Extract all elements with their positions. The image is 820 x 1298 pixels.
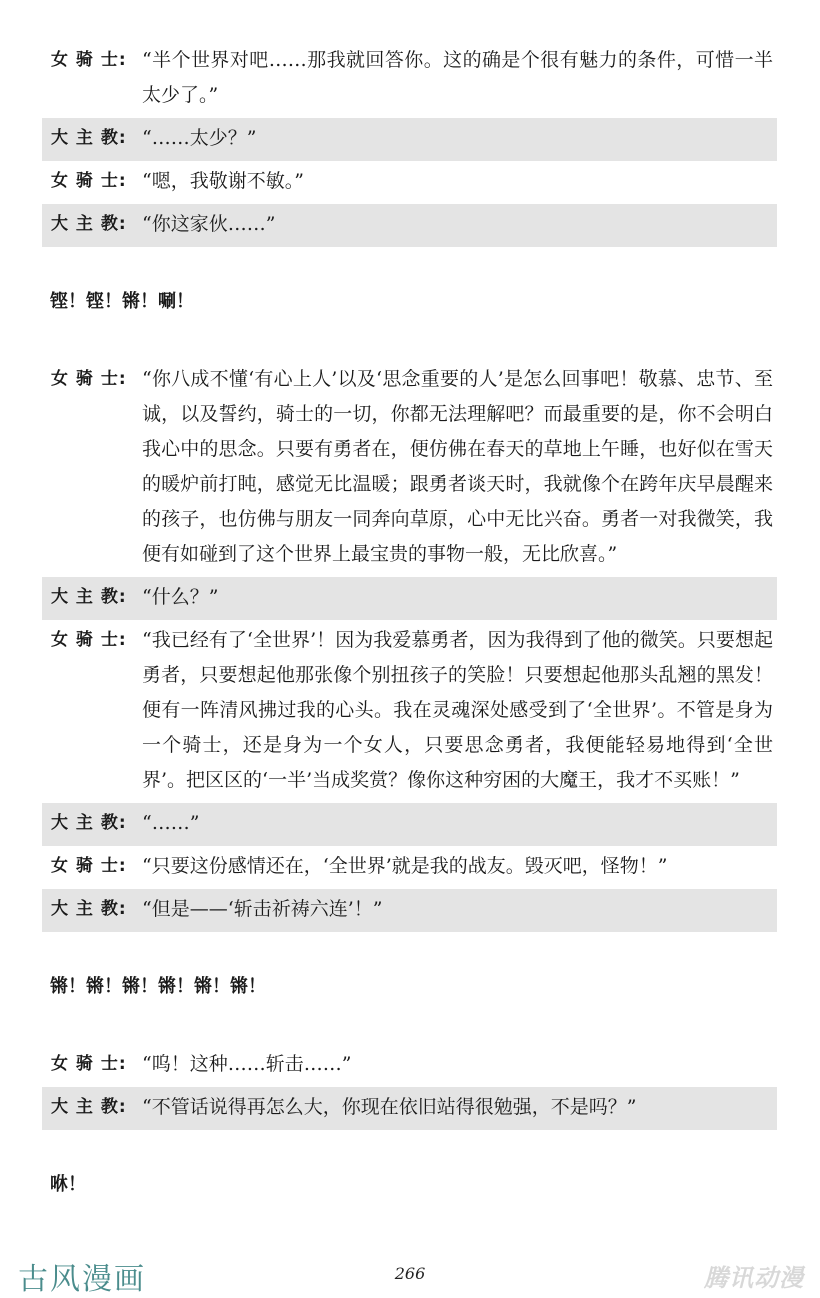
speech-text: “半个世界对吧……那我就回答你。这的确是个很有魅力的条件，可惜一半太少了。” — [142, 49, 773, 106]
dialogue-group-2 — [42, 359, 777, 932]
sound-effect: 咻！ — [50, 1174, 86, 1195]
speech-text: “但是——‘斩击祈祷六连’！” — [142, 898, 383, 920]
speech-text: “嗯，我敬谢不敏。” — [142, 170, 304, 192]
speaker-label: 大 主 教: — [51, 128, 127, 148]
speech-text: “什么？” — [142, 586, 219, 608]
speech-text: “只要这份感情还在，‘全世界’就是我的战友。毁灭吧，怪物！” — [142, 855, 668, 877]
sound-effect: 铿！铿！锵！唰！ — [50, 291, 194, 312]
site-logo: 古风漫画 — [18, 1262, 146, 1297]
speaker-label: 女 骑 士: — [51, 171, 127, 191]
dialogue-line — [42, 161, 777, 204]
dialogue-group-1 — [42, 40, 777, 247]
dialogue-line — [42, 40, 777, 118]
speaker-label: 大 主 教: — [51, 214, 127, 234]
speaker-label: 大 主 教: — [51, 813, 127, 833]
dialogue-line — [42, 204, 777, 247]
speaker-label: 女 骑 士: — [51, 1054, 127, 1074]
speech-text: “呜！这种……斩击……” — [142, 1053, 352, 1075]
speaker-label: 大 主 教: — [51, 1097, 127, 1117]
speaker-label: 大 主 教: — [51, 587, 127, 607]
dialogue-line — [42, 1044, 777, 1087]
speaker-label: 大 主 教: — [51, 899, 127, 919]
sound-effect: 锵！锵！锵！锵！锵！锵！ — [50, 976, 266, 997]
speech-text: “……太少？” — [142, 127, 257, 149]
dialogue-line — [42, 118, 777, 161]
speech-text: “我已经有了‘全世界’！因为我爱慕勇者，因为我得到了他的微笑。只要想起勇者，只要想起他那张像个别扭孩子的笑脸！只要想起他那头乱翘的黑发！便有一阵清风拂过我的心头。我在灵魂深处感受到了‘全世界’。不管是身为一个骑士，还是身为一个女人，只要思念勇者，我便能轻易地得到‘全世界’。把区区的‘一半’当成奖赏？像你这种穷困的大魔王，我才不买账！” — [142, 629, 773, 791]
dialogue-line — [42, 359, 777, 577]
dialogue-line — [42, 846, 777, 889]
dialogue-group-3 — [42, 1044, 777, 1130]
dialogue-line — [42, 803, 777, 846]
page-number: 266 — [394, 1264, 426, 1283]
speaker-label: 女 骑 士: — [51, 369, 127, 389]
speech-text: “你八成不懂‘有心上人’以及‘思念重要的人’是怎么回事吧！敬慕、忠节、至诚，以及誓约，骑士的一切，你都无法理解吧？而最重要的是，你不会明白我心中的思念。只要有勇者在，便仿佛在春天的草地上午睡，也好似在雪天的暖炉前打盹，感觉无比温暖；跟勇者谈天时，我就像个在跨年庆早晨醒来的孩子，也仿佛与朋友一同奔向草原，心中无比兴奋。勇者一对我微笑，我便有如碰到了这个世界上最宝贵的事物一般，无比欣喜。” — [142, 368, 773, 565]
dialogue-line — [42, 889, 777, 932]
watermark: 腾讯动漫 — [704, 1264, 804, 1292]
speech-text: “你这家伙……” — [142, 213, 276, 235]
speaker-label: 女 骑 士: — [51, 630, 127, 650]
dialogue-line — [42, 577, 777, 620]
speaker-label: 女 骑 士: — [51, 856, 127, 876]
speaker-label: 女 骑 士: — [51, 50, 127, 70]
book-page — [42, 40, 777, 1200]
speech-text: “不管话说得再怎么大，你现在依旧站得很勉强，不是吗？” — [142, 1096, 637, 1118]
dialogue-line — [42, 620, 777, 803]
speech-text: “……” — [142, 812, 200, 834]
dialogue-line — [42, 1087, 777, 1130]
